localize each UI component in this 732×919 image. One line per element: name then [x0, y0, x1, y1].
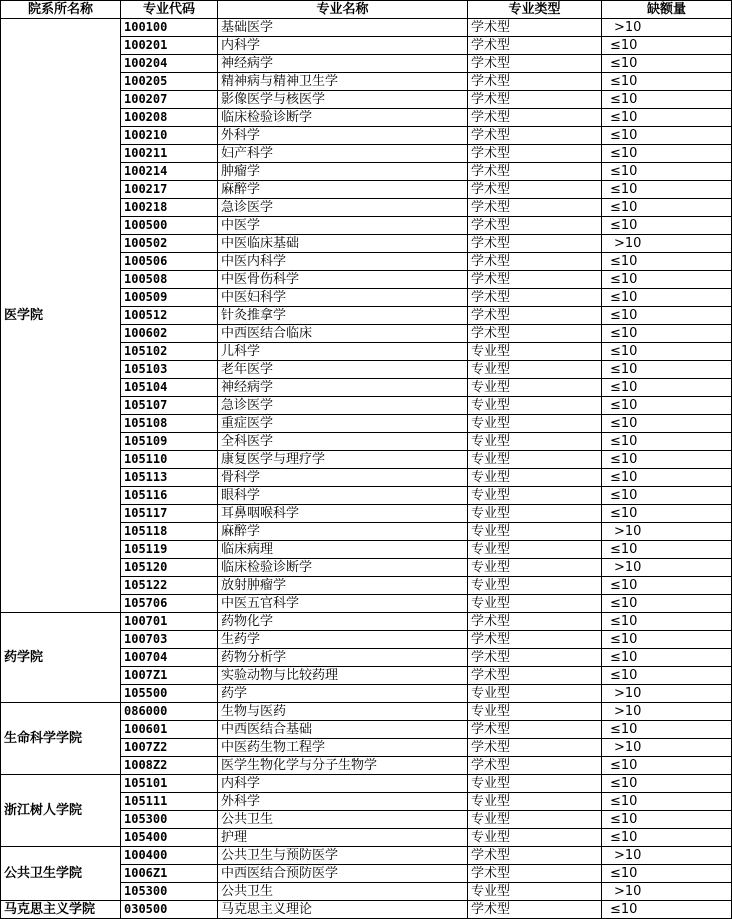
- major-name-cell: 基础医学: [218, 19, 468, 37]
- major-name-cell: 生药学: [218, 631, 468, 649]
- table-body: [1, 19, 732, 919]
- quota-cell: ≤10: [602, 757, 732, 775]
- major-name-cell: 儿科学: [218, 343, 468, 361]
- major-name-cell: 内科学: [218, 775, 468, 793]
- major-code-cell: 105122: [121, 577, 218, 595]
- dept-name-cell: 马克思主义学院: [1, 901, 121, 919]
- major-name-cell: 针灸推拿学: [218, 307, 468, 325]
- major-type-cell: 学术型: [468, 757, 602, 775]
- major-type-cell: 学术型: [468, 253, 602, 271]
- major-name-cell: 生物与医药: [218, 703, 468, 721]
- major-type-cell: 学术型: [468, 847, 602, 865]
- major-code-cell: 105108: [121, 415, 218, 433]
- major-type-cell: 学术型: [468, 73, 602, 91]
- major-code-cell: 1008Z2: [121, 757, 218, 775]
- major-code-cell: 105706: [121, 595, 218, 613]
- table-row: [1, 703, 732, 721]
- quota-cell: ≤10: [602, 163, 732, 181]
- major-code-cell: 100210: [121, 127, 218, 145]
- quota-cell: >10: [602, 847, 732, 865]
- major-name-cell: 中医内科学: [218, 253, 468, 271]
- quota-cell: ≤10: [602, 631, 732, 649]
- major-type-cell: 学术型: [468, 865, 602, 883]
- major-type-cell: 专业型: [468, 829, 602, 847]
- quota-cell: >10: [602, 523, 732, 541]
- major-type-cell: 专业型: [468, 703, 602, 721]
- major-type-cell: 学术型: [468, 163, 602, 181]
- major-type-cell: 学术型: [468, 235, 602, 253]
- major-type-cell: 学术型: [468, 109, 602, 127]
- major-type-cell: 专业型: [468, 433, 602, 451]
- major-name-cell: 内科学: [218, 37, 468, 55]
- major-type-cell: 专业型: [468, 793, 602, 811]
- table-row: [1, 901, 732, 919]
- major-name-cell: 中医临床基础: [218, 235, 468, 253]
- quota-cell: >10: [602, 559, 732, 577]
- major-name-cell: 实验动物与比较药理: [218, 667, 468, 685]
- quota-cell: >10: [602, 703, 732, 721]
- major-code-cell: 100217: [121, 181, 218, 199]
- major-code-cell: 105118: [121, 523, 218, 541]
- major-name-cell: 马克思主义理论: [218, 901, 468, 919]
- quota-cell: ≤10: [602, 865, 732, 883]
- major-type-cell: 学术型: [468, 667, 602, 685]
- major-code-cell: 105120: [121, 559, 218, 577]
- major-type-cell: 学术型: [468, 901, 602, 919]
- major-name-cell: 中西医结合临床: [218, 325, 468, 343]
- major-name-cell: 中西医结合基础: [218, 721, 468, 739]
- major-name-cell: 临床病理: [218, 541, 468, 559]
- major-code-cell: 105119: [121, 541, 218, 559]
- major-name-cell: 骨科学: [218, 469, 468, 487]
- major-code-cell: 105300: [121, 883, 218, 901]
- major-code-cell: 105103: [121, 361, 218, 379]
- major-code-cell: 100508: [121, 271, 218, 289]
- major-type-cell: 专业型: [468, 397, 602, 415]
- quota-cell: >10: [602, 883, 732, 901]
- major-type-cell: 学术型: [468, 649, 602, 667]
- quota-cell: >10: [602, 739, 732, 757]
- quota-cell: >10: [602, 685, 732, 703]
- major-code-cell: 105116: [121, 487, 218, 505]
- quota-cell: ≤10: [602, 829, 732, 847]
- major-type-cell: 专业型: [468, 775, 602, 793]
- major-code-cell: 100602: [121, 325, 218, 343]
- quota-cell: ≤10: [602, 361, 732, 379]
- major-name-cell: 公共卫生: [218, 811, 468, 829]
- quota-cell: ≤10: [602, 433, 732, 451]
- major-type-cell: 专业型: [468, 415, 602, 433]
- dept-name-cell: 药学院: [1, 613, 121, 703]
- table-row: [1, 19, 732, 37]
- major-name-cell: 医学生物化学与分子生物学: [218, 757, 468, 775]
- major-name-cell: 康复医学与理疗学: [218, 451, 468, 469]
- major-name-cell: 重症医学: [218, 415, 468, 433]
- major-name-cell: 公共卫生与预防医学: [218, 847, 468, 865]
- header-quota: 缺额量: [602, 1, 732, 19]
- quota-cell: ≤10: [602, 811, 732, 829]
- quota-cell: ≤10: [602, 37, 732, 55]
- quota-cell: ≤10: [602, 901, 732, 919]
- major-type-cell: 学术型: [468, 289, 602, 307]
- quota-cell: ≤10: [602, 199, 732, 217]
- major-code-cell: 100100: [121, 19, 218, 37]
- major-code-cell: 100205: [121, 73, 218, 91]
- major-code-cell: 100207: [121, 91, 218, 109]
- quota-cell: ≤10: [602, 379, 732, 397]
- major-type-cell: 专业型: [468, 811, 602, 829]
- major-code-cell: 105109: [121, 433, 218, 451]
- quota-cell: ≤10: [602, 577, 732, 595]
- major-code-cell: 105101: [121, 775, 218, 793]
- major-code-cell: 100601: [121, 721, 218, 739]
- major-type-cell: 专业型: [468, 379, 602, 397]
- major-type-cell: 学术型: [468, 307, 602, 325]
- major-code-cell: 1007Z2: [121, 739, 218, 757]
- major-code-cell: 1006Z1: [121, 865, 218, 883]
- header-dept: 院系所名称: [1, 1, 121, 19]
- major-type-cell: 学术型: [468, 721, 602, 739]
- major-code-cell: 100204: [121, 55, 218, 73]
- major-type-cell: 学术型: [468, 55, 602, 73]
- quota-cell: ≤10: [602, 307, 732, 325]
- major-code-cell: 100701: [121, 613, 218, 631]
- major-type-cell: 专业型: [468, 685, 602, 703]
- quota-cell: ≤10: [602, 145, 732, 163]
- major-type-cell: 专业型: [468, 487, 602, 505]
- major-code-cell: 086000: [121, 703, 218, 721]
- major-type-cell: 学术型: [468, 631, 602, 649]
- major-code-cell: 100502: [121, 235, 218, 253]
- quota-cell: ≤10: [602, 325, 732, 343]
- major-type-cell: 专业型: [468, 523, 602, 541]
- quota-cell: ≤10: [602, 541, 732, 559]
- major-name-cell: 妇产科学: [218, 145, 468, 163]
- major-type-cell: 专业型: [468, 505, 602, 523]
- major-type-cell: 专业型: [468, 451, 602, 469]
- major-code-cell: 105117: [121, 505, 218, 523]
- major-name-cell: 肿瘤学: [218, 163, 468, 181]
- dept-name-cell: 医学院: [1, 19, 121, 613]
- table-row: [1, 775, 732, 793]
- major-name-cell: 外科学: [218, 793, 468, 811]
- major-type-cell: 学术型: [468, 19, 602, 37]
- quota-cell: ≤10: [602, 451, 732, 469]
- major-name-cell: 麻醉学: [218, 523, 468, 541]
- major-code-cell: 100201: [121, 37, 218, 55]
- major-name-cell: 护理: [218, 829, 468, 847]
- quota-cell: ≤10: [602, 397, 732, 415]
- header-type: 专业类型: [468, 1, 602, 19]
- quota-cell: ≤10: [602, 289, 732, 307]
- quota-cell: ≤10: [602, 109, 732, 127]
- major-name-cell: 中医五官科学: [218, 595, 468, 613]
- quota-cell: ≤10: [602, 487, 732, 505]
- major-code-cell: 100400: [121, 847, 218, 865]
- major-type-cell: 学术型: [468, 739, 602, 757]
- major-name-cell: 中医骨伤科学: [218, 271, 468, 289]
- major-name-cell: 老年医学: [218, 361, 468, 379]
- major-type-cell: 学术型: [468, 145, 602, 163]
- major-name-cell: 精神病与精神卫生学: [218, 73, 468, 91]
- major-name-cell: 药物化学: [218, 613, 468, 631]
- quota-cell: ≤10: [602, 127, 732, 145]
- table-row: [1, 847, 732, 865]
- quota-cell: ≤10: [602, 73, 732, 91]
- major-type-cell: 专业型: [468, 595, 602, 613]
- quota-cell: ≤10: [602, 271, 732, 289]
- major-code-cell: 105107: [121, 397, 218, 415]
- major-code-cell: 030500: [121, 901, 218, 919]
- major-type-cell: 学术型: [468, 613, 602, 631]
- major-code-cell: 105111: [121, 793, 218, 811]
- header-row: [1, 1, 732, 19]
- major-type-cell: 学术型: [468, 199, 602, 217]
- quota-cell: ≤10: [602, 595, 732, 613]
- major-type-cell: 专业型: [468, 541, 602, 559]
- major-name-cell: 放射肿瘤学: [218, 577, 468, 595]
- major-code-cell: 1007Z1: [121, 667, 218, 685]
- major-name-cell: 全科医学: [218, 433, 468, 451]
- header-code: 专业代码: [121, 1, 218, 19]
- major-code-cell: 105300: [121, 811, 218, 829]
- major-code-cell: 105113: [121, 469, 218, 487]
- quota-cell: >10: [602, 19, 732, 37]
- dept-name-cell: 生命科学学院: [1, 703, 121, 775]
- quota-cell: ≤10: [602, 775, 732, 793]
- major-name-cell: 中医学: [218, 217, 468, 235]
- major-type-cell: 专业型: [468, 883, 602, 901]
- major-code-cell: 100509: [121, 289, 218, 307]
- major-name-cell: 中西医结合预防医学: [218, 865, 468, 883]
- major-name-cell: 药物分析学: [218, 649, 468, 667]
- major-type-cell: 专业型: [468, 343, 602, 361]
- quota-cell: >10: [602, 235, 732, 253]
- quota-cell: ≤10: [602, 505, 732, 523]
- dept-name-cell: 浙江树人学院: [1, 775, 121, 847]
- header-major: 专业名称: [218, 1, 468, 19]
- quota-cell: ≤10: [602, 649, 732, 667]
- major-code-cell: 105104: [121, 379, 218, 397]
- major-name-cell: 急诊医学: [218, 199, 468, 217]
- major-code-cell: 100704: [121, 649, 218, 667]
- major-name-cell: 临床检验诊断学: [218, 109, 468, 127]
- major-name-cell: 公共卫生: [218, 883, 468, 901]
- major-code-cell: 105110: [121, 451, 218, 469]
- major-name-cell: 神经病学: [218, 379, 468, 397]
- quota-cell: ≤10: [602, 91, 732, 109]
- quota-cell: ≤10: [602, 793, 732, 811]
- major-type-cell: 学术型: [468, 91, 602, 109]
- quota-cell: ≤10: [602, 55, 732, 73]
- major-code-cell: 105102: [121, 343, 218, 361]
- major-type-cell: 专业型: [468, 469, 602, 487]
- dept-name-cell: 公共卫生学院: [1, 847, 121, 901]
- table-row: [1, 613, 732, 631]
- major-name-cell: 急诊医学: [218, 397, 468, 415]
- major-code-cell: 100500: [121, 217, 218, 235]
- major-name-cell: 临床检验诊断学: [218, 559, 468, 577]
- major-code-cell: 105400: [121, 829, 218, 847]
- quota-cell: ≤10: [602, 217, 732, 235]
- major-name-cell: 中医妇科学: [218, 289, 468, 307]
- major-code-cell: 105500: [121, 685, 218, 703]
- quota-cell: ≤10: [602, 415, 732, 433]
- quota-cell: ≤10: [602, 721, 732, 739]
- major-code-cell: 100208: [121, 109, 218, 127]
- quota-cell: ≤10: [602, 253, 732, 271]
- major-code-cell: 100214: [121, 163, 218, 181]
- quota-cell: ≤10: [602, 613, 732, 631]
- major-name-cell: 麻醉学: [218, 181, 468, 199]
- major-type-cell: 学术型: [468, 271, 602, 289]
- major-name-cell: 药学: [218, 685, 468, 703]
- major-type-cell: 学术型: [468, 37, 602, 55]
- quota-cell: ≤10: [602, 469, 732, 487]
- quota-cell: ≤10: [602, 667, 732, 685]
- major-type-cell: 学术型: [468, 181, 602, 199]
- major-name-cell: 耳鼻咽喉科学: [218, 505, 468, 523]
- major-type-cell: 学术型: [468, 127, 602, 145]
- major-type-cell: 专业型: [468, 577, 602, 595]
- major-type-cell: 学术型: [468, 325, 602, 343]
- major-code-cell: 100218: [121, 199, 218, 217]
- major-type-cell: 专业型: [468, 559, 602, 577]
- major-code-cell: 100512: [121, 307, 218, 325]
- major-name-cell: 影像医学与核医学: [218, 91, 468, 109]
- major-name-cell: 神经病学: [218, 55, 468, 73]
- major-code-cell: 100703: [121, 631, 218, 649]
- major-code-cell: 100506: [121, 253, 218, 271]
- quota-cell: ≤10: [602, 343, 732, 361]
- major-type-cell: 学术型: [468, 217, 602, 235]
- major-code-cell: 100211: [121, 145, 218, 163]
- major-name-cell: 眼科学: [218, 487, 468, 505]
- quota-cell: ≤10: [602, 181, 732, 199]
- major-type-cell: 专业型: [468, 361, 602, 379]
- major-name-cell: 外科学: [218, 127, 468, 145]
- major-name-cell: 中医药生物工程学: [218, 739, 468, 757]
